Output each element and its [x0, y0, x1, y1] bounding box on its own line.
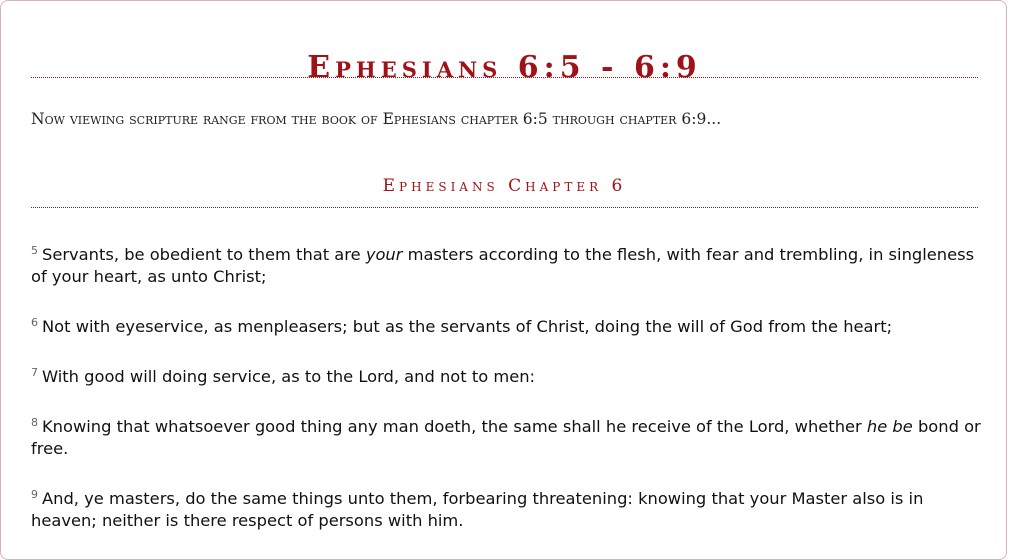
verse-number: 7 [31, 366, 38, 379]
verse-7 [31, 362, 981, 388]
verse-6 [31, 312, 981, 338]
chapter-divider [31, 207, 978, 208]
verse-text: Knowing that whatsoever good thing any man doeth, the same shall he receive of the Lord, whether [42, 417, 867, 436]
verse-text: With good will doing service, as to the Lord, and not to men: [42, 367, 536, 386]
verse-list [31, 240, 981, 556]
verse-italic-text: your [365, 245, 403, 264]
verse-italic-text: he be [866, 417, 913, 436]
title-divider [31, 77, 978, 78]
verse-8 [31, 412, 981, 460]
verse-text: And, ye masters, do the same things unto them, forbearing threatening: knowing that your Master also is in heaven; neither is there respect of persons with him. [31, 489, 924, 530]
verse-number: 8 [31, 416, 38, 429]
chapter-heading: Ephesians Chapter 6 [382, 176, 627, 196]
range-intro-text: Now viewing scripture range from the book of Ephesians chapter 6:5 through chapter 6:9... [31, 110, 722, 128]
verse-5 [31, 240, 981, 288]
verse-number: 9 [31, 488, 38, 501]
verse-9 [31, 484, 981, 532]
verse-text: Not with eyeservice, as menpleasers; but as the servants of Christ, doing the will of God from the heart; [42, 317, 893, 336]
verse-text: masters according to the flesh, with fear and trembling, in singleness of your heart, as unto Christ; [31, 245, 975, 286]
verse-text: Servants, be obedient to them that are [42, 245, 366, 264]
verse-text: bond or free. [31, 417, 981, 458]
page-title: Ephesians 6:5 - 6:9 [307, 50, 702, 86]
verse-number: 5 [31, 244, 38, 257]
verse-number: 6 [31, 316, 38, 329]
